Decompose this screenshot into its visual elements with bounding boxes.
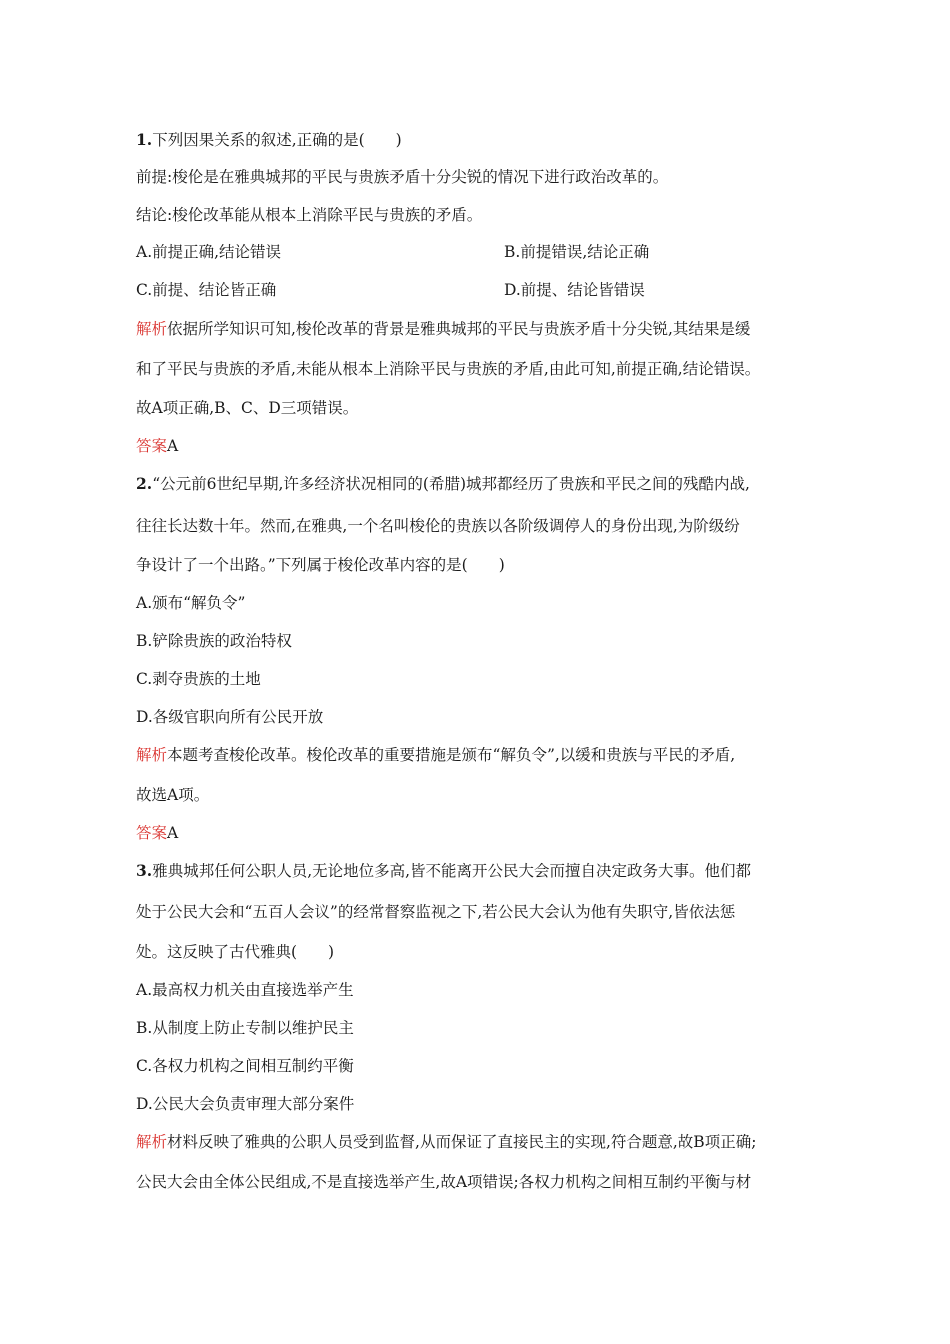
- q2-stem-line-3: 争设计了一个出路。”下列属于梭伦改革内容的是( ): [136, 556, 505, 574]
- analysis-label: 解析: [136, 746, 168, 764]
- q1-option-d[interactable]: D.前提、结论皆错误: [504, 281, 645, 299]
- q1-answer: 答案A: [136, 437, 179, 455]
- q1-stem: 1.下列因果关系的叙述,正确的是( ): [136, 130, 402, 149]
- q3-option-c[interactable]: C.各权力机构之间相互制约平衡: [136, 1057, 354, 1075]
- q1-premise: 前提:梭伦是在雅典城邦的平民与贵族矛盾十分尖锐的情况下进行政治改革的。: [136, 168, 669, 186]
- answer-label: 答案: [136, 824, 168, 842]
- q2-number: 2.: [136, 474, 153, 493]
- q1-option-b[interactable]: B.前提错误,结论正确: [504, 243, 650, 261]
- q1-option-c[interactable]: C.前提、结论皆正确: [136, 281, 277, 299]
- q2-option-d[interactable]: D.各级官职向所有公民开放: [136, 708, 324, 726]
- q3-stem-line-2: 处于公民大会和“五百人会议”的经常督察监视之下,若公民大会认为他有失职守,皆依法惩: [136, 903, 736, 921]
- q3-stem-line-1: 3.雅典城邦任何公职人员,无论地位多高,皆不能离开公民大会而擅自决定政务大事。他们都: [136, 861, 752, 880]
- q3-option-d[interactable]: D.公民大会负责审理大部分案件: [136, 1095, 355, 1113]
- q1-option-a[interactable]: A.前提正确,结论错误: [136, 243, 282, 261]
- q2-stem-line-1: 2.“公元前6世纪早期,许多经济状况相同的(希腊)城邦都经历了贵族和平民之间的残酷内战,: [136, 474, 750, 493]
- q3-analysis-line-2: 公民大会由全体公民组成,不是直接选举产生,故A项错误;各权力机构之间相互制约平衡与材: [136, 1173, 752, 1191]
- q3-option-a[interactable]: A.最高权力机关由直接选举产生: [136, 981, 354, 999]
- answer-label: 答案: [136, 437, 168, 455]
- q1-analysis-line-2: 和了平民与贵族的矛盾,未能从根本上消除平民与贵族的矛盾,由此可知,前提正确,结论错误。: [136, 360, 761, 378]
- q2-option-b[interactable]: B.铲除贵族的政治特权: [136, 632, 292, 650]
- q1-options-row1: [136, 242, 650, 262]
- q2-analysis-line-2: 故选A项。: [136, 786, 210, 804]
- q2-option-c[interactable]: C.剥夺贵族的土地: [136, 670, 261, 688]
- q3-analysis-line-1: 解析材料反映了雅典的公职人员受到监督,从而保证了直接民主的实现,符合题意,故B项正确;: [136, 1133, 757, 1151]
- q1-analysis-line-1: 解析依据所学知识可知,梭伦改革的背景是雅典城邦的平民与贵族矛盾十分尖锐,其结果是缓: [136, 320, 751, 338]
- q3-number: 3.: [136, 861, 153, 880]
- q2-answer: 答案A: [136, 824, 179, 842]
- analysis-label: 解析: [136, 320, 168, 338]
- q1-analysis-line-3: 故A项正确,B、C、D三项错误。: [136, 399, 359, 417]
- q1-conclusion: 结论:梭伦改革能从根本上消除平民与贵族的矛盾。: [136, 206, 483, 224]
- q2-stem-line-2: 往往长达数十年。然而,在雅典,一个名叫梭伦的贵族以各阶级调停人的身份出现,为阶级纷: [136, 517, 740, 535]
- analysis-label: 解析: [136, 1133, 168, 1151]
- q1-number: 1.: [136, 130, 153, 149]
- q3-option-b[interactable]: B.从制度上防止专制以维护民主: [136, 1019, 354, 1037]
- q2-analysis-line-1: 解析本题考查梭伦改革。梭伦改革的重要措施是颁布“解负令”,以缓和贵族与平民的矛盾,: [136, 746, 736, 764]
- q1-options-row2: [136, 280, 645, 300]
- q2-option-a[interactable]: A.颁布“解负令”: [136, 594, 246, 612]
- q3-stem-line-3: 处。这反映了古代雅典( ): [136, 943, 335, 961]
